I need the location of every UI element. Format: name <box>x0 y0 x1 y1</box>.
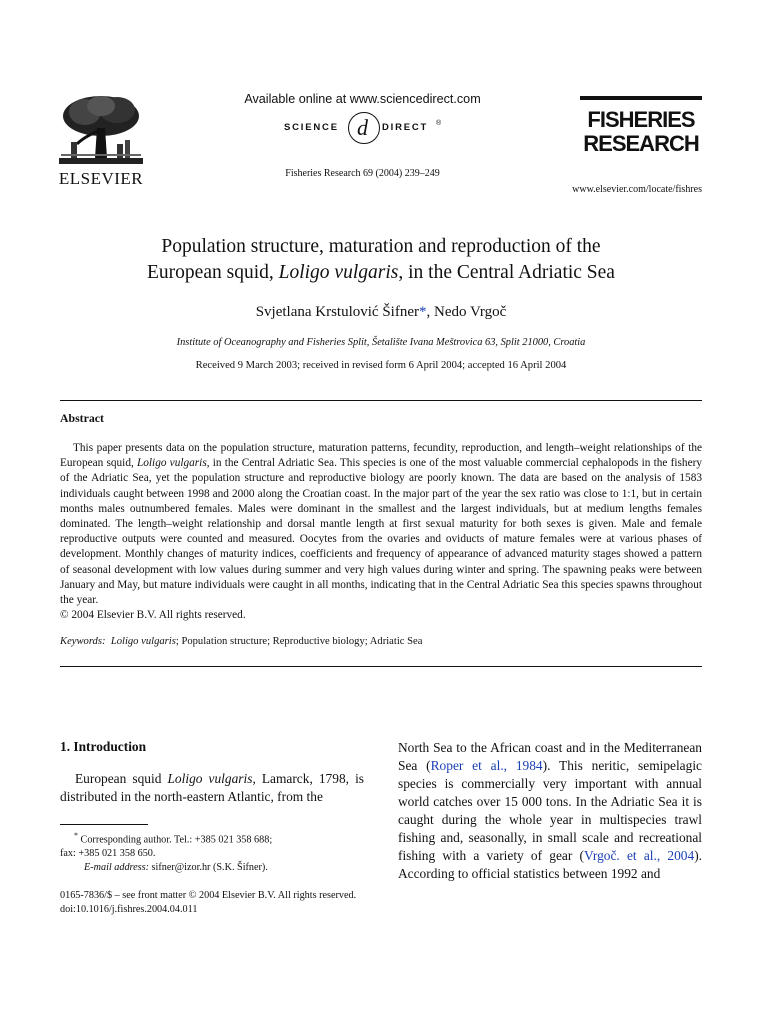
affiliation: Institute of Oceanography and Fisheries Split, Šetalište Ivana Meštrovica 63, Split 21000, Croatia <box>176 337 586 348</box>
intro-left-paragraph: European squid Loligo vulgaris, Lamarck, 1798, is distributed in the north-eastern Atlantic, from the <box>60 771 364 804</box>
publisher-name: ELSEVIER <box>58 169 144 188</box>
corresponding-author-mark[interactable]: * <box>419 304 427 320</box>
keywords-rest: ; Population structure; Reproductive biology; Adriatic Sea <box>175 636 423 647</box>
available-online[interactable]: Available online at www.sciencedirect.com <box>244 92 481 106</box>
abstract-heading: Abstract <box>60 411 104 425</box>
citation-vrgoc-2004[interactable]: Vrgoč. et al., 2004 <box>584 848 695 863</box>
abstract-copyright: © 2004 Elsevier B.V. All rights reserved. <box>60 609 246 622</box>
journal-logo-line1: FISHERIES <box>587 107 695 132</box>
intro-left-column <box>60 770 364 806</box>
section-heading-introduction: 1. Introduction <box>60 739 147 754</box>
abstract-body <box>60 441 702 623</box>
journal-url[interactable]: www.elsevier.com/locate/fishres <box>572 184 702 195</box>
title-line-2: European squid, Loligo vulgaris, in the Central Adriatic Sea <box>147 262 615 283</box>
journal-logo-line2: RESEARCH <box>583 131 699 156</box>
received-dates: Received 9 March 2003; received in revised form 6 April 2004; accepted 16 April 2004 <box>195 360 567 371</box>
footnote-rule <box>60 824 148 825</box>
sciencedirect-logo[interactable] <box>240 112 480 146</box>
sd-at-icon: d <box>348 112 380 144</box>
author-2[interactable]: , Nedo Vrgoč <box>426 304 507 320</box>
journal-reference: Fisheries Research 69 (2004) 239–249 <box>285 168 440 179</box>
footnote-line1: Corresponding author. Tel.: +385 021 358 688; <box>80 834 273 846</box>
email-label: E-mail address: <box>84 862 149 874</box>
sd-right-text: DIRECT <box>382 122 429 133</box>
abstract-paragraph: This paper presents data on the population structure, maturation patterns, fecundity, reproduction, and length–weight relationships of the European squid, Loligo vulgaris, in the Central Adriatic Sea. This species is one of the most valuable commercial cephalopods in the fishery of the Adriatic Sea, yet the population structure and reproductive biology are poorly known. The data are based on the analysis of 1583 individuals caught between 1998 and 2000 along the Croatian coast. In the major part of the year the sex ratio was close to 1:1, but in certain months males outnumbered females. Males were dominant in the smallest and the largest individuals, but at medium lengths females dominated. The length–weight relationship and dorsal mantle length at first sexual maturity for both sexes is given. Male and female reproductive outputs were counted and measured. Oocytes from the ovaries and oviducts of mature females were at various phases of development. Monthly changes of maturity indices, coefficients and frequency of appearance of advanced maturity stages showed a pattern of seasonal development with low values during summer and very high values during winter and spring. The spawning peaks were between January and May, but mature individuals were caught in all months, indicating that in the Central Adriatic Sea this species spawns throughout the year. <box>60 442 702 607</box>
doi-line[interactable]: doi:10.1016/j.fishres.2004.04.011 <box>60 904 198 915</box>
title-line-1: Population structure, maturation and reproduction of the <box>161 236 601 257</box>
elsevier-tree-icon <box>55 92 147 166</box>
sd-reg-mark: ® <box>436 120 442 127</box>
footnote <box>60 829 364 875</box>
intro-right-paragraph: North Sea to the African coast and in the Mediterranean Sea (Roper et al., 1984). This neritic, semipelagic species is commercially very important with annual world catches over 15 000 tons. In the Adriatic Sea it is caught during the whole year in multispecies trawl fishing and, seasonally, in small scale and recreational fishing with a variety of gear (Vrgoč. et al., 2004). According to official statistics between 1992 and <box>398 740 702 881</box>
authors <box>60 304 702 321</box>
keywords <box>60 636 702 647</box>
elsevier-logo <box>55 92 147 186</box>
email-address[interactable]: sifner@izor.hr (S.K. Šifner). <box>151 862 268 874</box>
keyword-italic: Loligo vulgaris <box>110 636 176 647</box>
divider-bottom <box>60 666 702 667</box>
issn-line: 0165-7836/$ – see front matter © 2004 Elsevier B.V. All rights reserved. <box>60 890 357 901</box>
journal-logo <box>580 96 702 166</box>
keywords-label: Keywords: <box>60 636 106 647</box>
citation-roper-1984[interactable]: Roper et al., 1984 <box>430 758 543 773</box>
footnote-mark: * <box>74 831 78 840</box>
divider-top <box>60 400 702 401</box>
intro-right-column <box>398 739 702 883</box>
footnote-line2: fax: +385 021 358 650. <box>60 848 156 860</box>
footer <box>60 889 460 917</box>
article-title <box>60 234 702 286</box>
author-1[interactable]: Svjetlana Krstulović Šifner <box>255 304 419 320</box>
sd-left-text: SCIENCE <box>284 122 339 133</box>
